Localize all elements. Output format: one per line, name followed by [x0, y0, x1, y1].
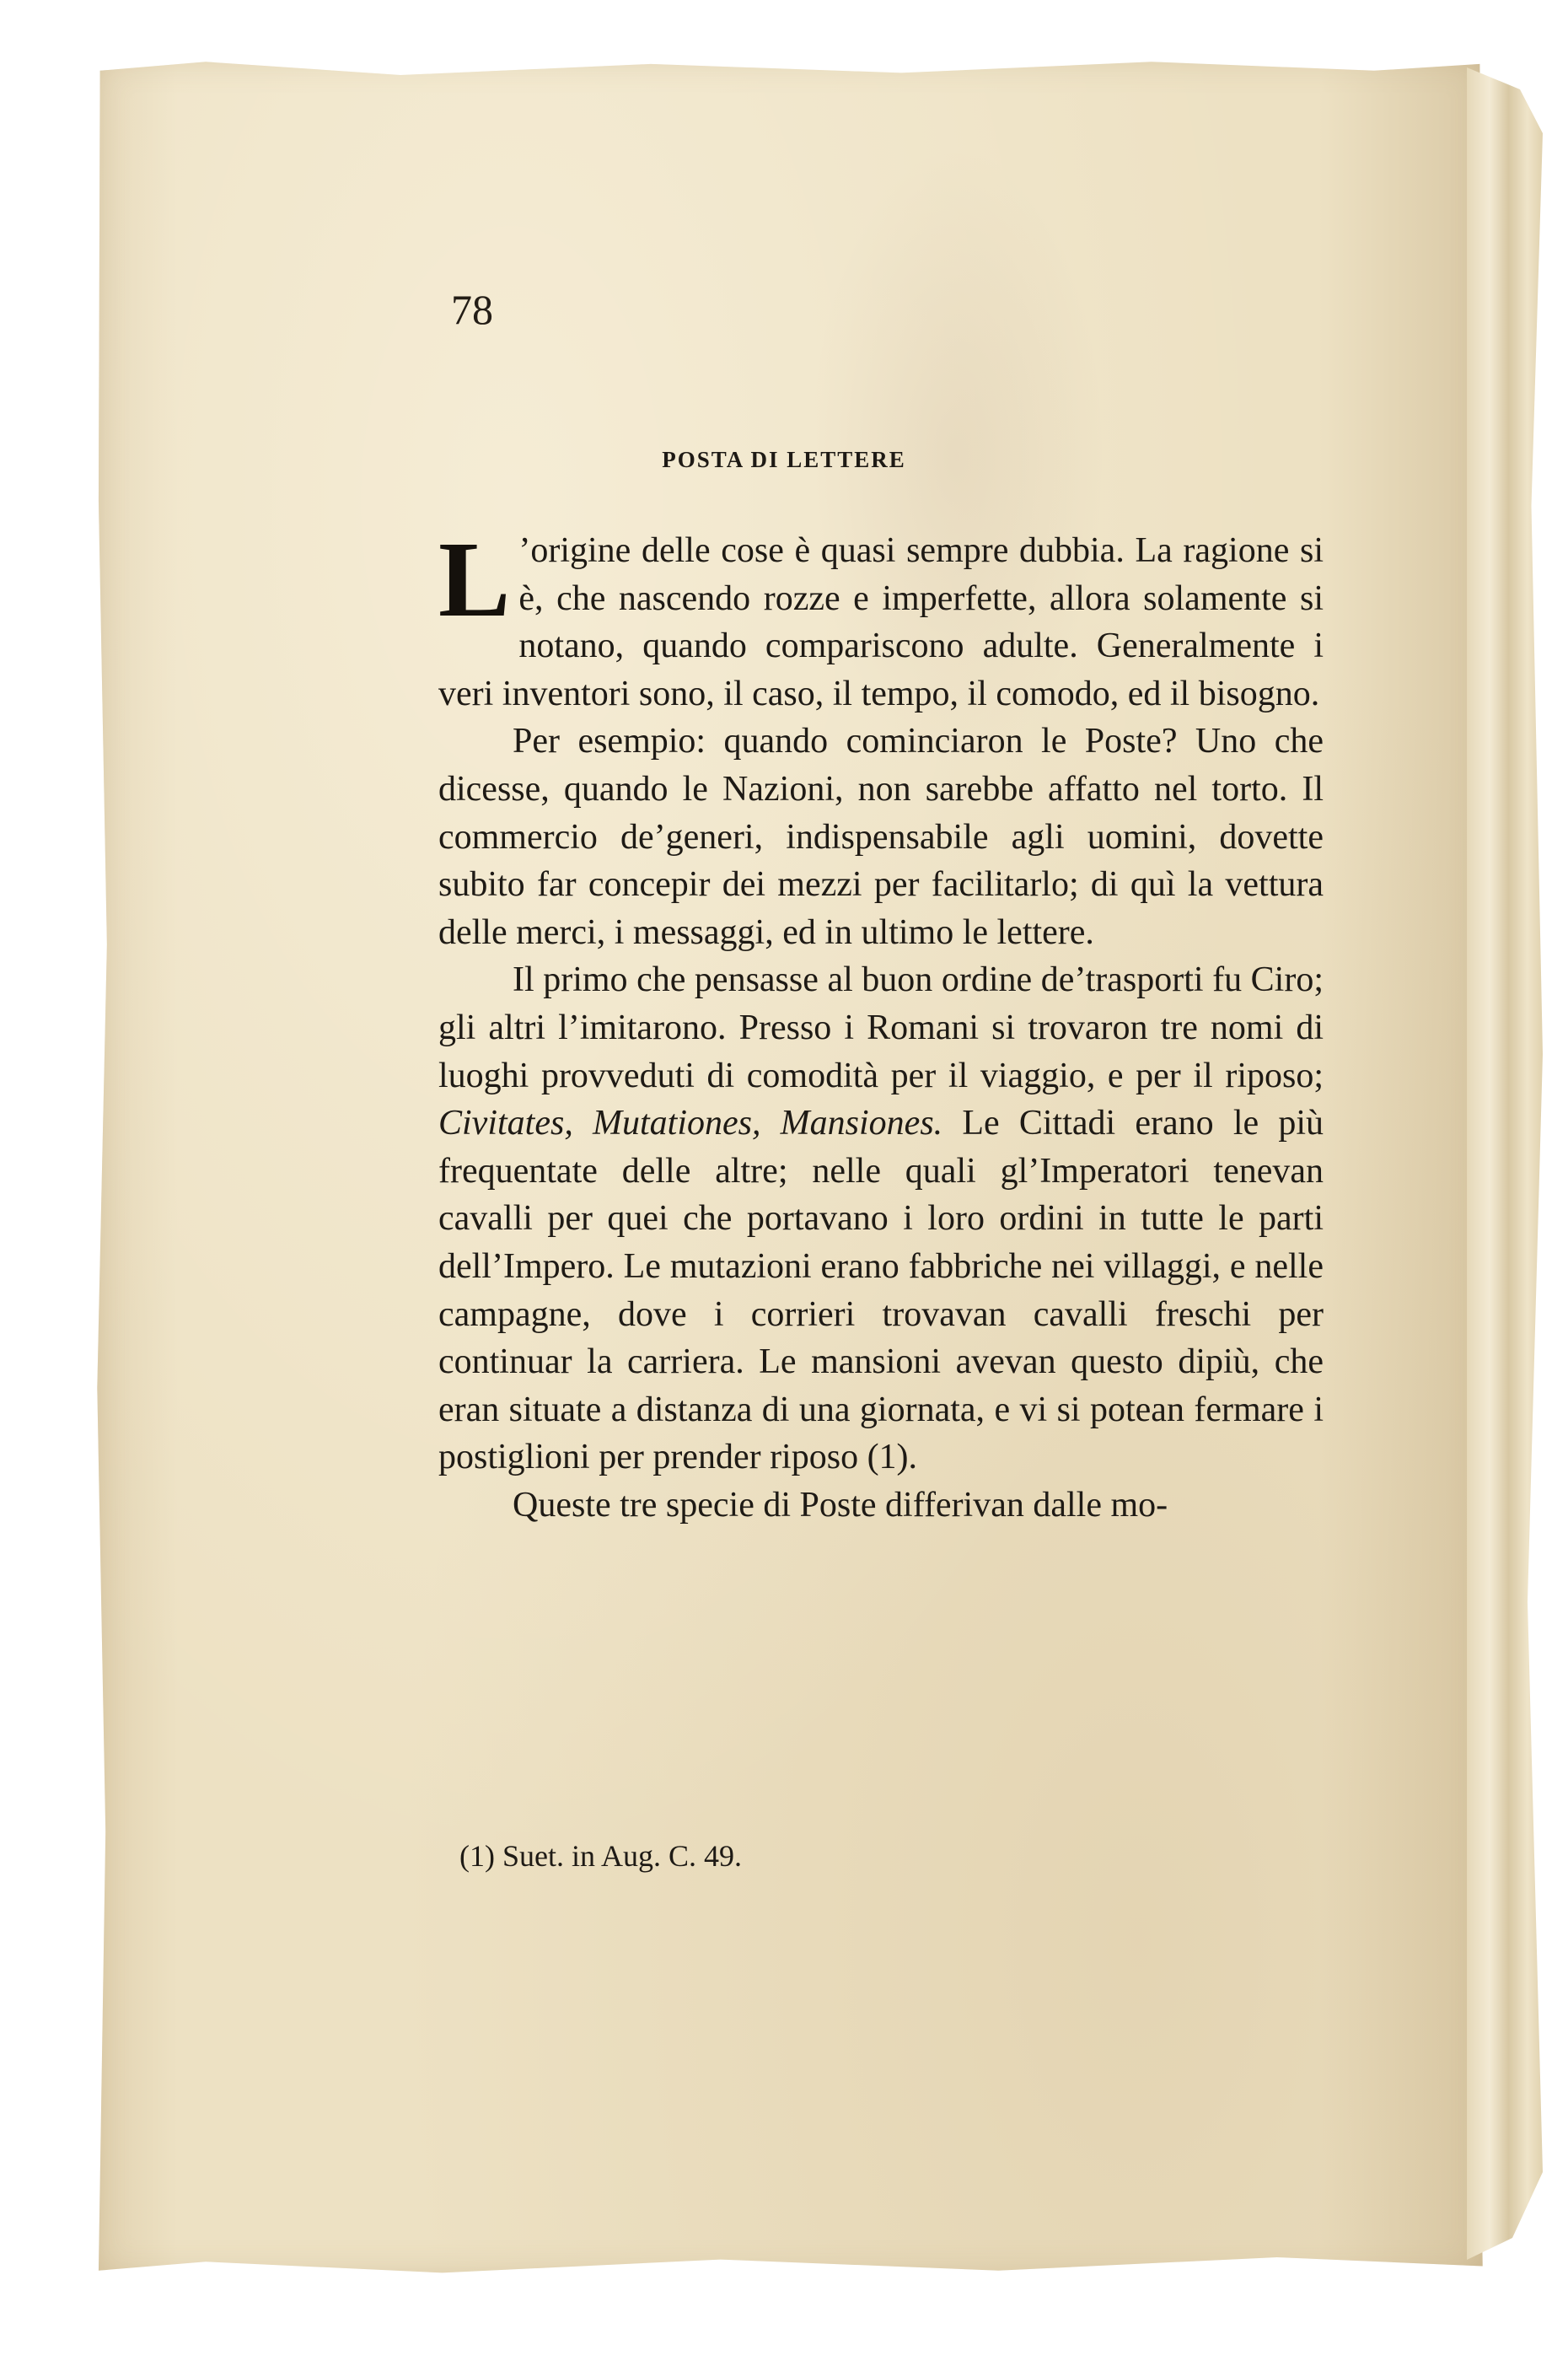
paragraph-3-continued: Le Cittadi erano le più frequentate delle altre; nelle quali gl’Imperatori tenevan cavalli per quei che portavano i loro ordini in tutte le parti dell’Impero. Le mutazioni erano fabbriche nei villaggi, e nelle campagne, dove i corrieri trovavan cavalli freschi per continuar la carriera. Le mansioni avevan questo dipiù, che eran situate a distanza di una giornata, e vi si potean fermare i postiglioni per prender riposo (1).: [438, 1104, 1324, 1477]
italic-terms: Civitates, Mutationes, Mansiones.: [438, 1104, 943, 1143]
body-text: [438, 519, 1324, 1529]
paragraph-1: [438, 519, 1324, 718]
paragraph-1-text: ’origine delle cose è quasi sempre dubbia. La ragione si è, che nascendo rozze e imperfette, allora solamente si notano, quando compariscono adulte. Generalmente i veri inventori sono, il caso, il tempo, il comodo, ed il bisogno.: [438, 531, 1324, 713]
paragraph-3: [438, 956, 1324, 1482]
paragraph-3-text: Il primo che pensasse al buon ordine de’trasporti fu Ciro; gli altri l’imitarono. Presso i Romani si trovaron tre nomi di luoghi provveduti di comodità per il viaggio, e per il riposo;: [438, 960, 1324, 1095]
paragraph-2: Per esempio: quando cominciaron le Poste? Uno che dicesse, quando le Nazioni, non sarebbe affatto nel torto. Il commercio de’generi, indispensabile agli uomini, dovette subito far concepir dei mezzi per facilitarlo; di quì la vettura delle merci, i messaggi, ed in ultimo le lettere.: [438, 722, 1324, 952]
page-fold-edge: [1467, 67, 1543, 2260]
paragraph-4: Queste tre specie di Poste differivan dalle mo-: [513, 1485, 1168, 1525]
drop-cap: L: [438, 519, 511, 639]
chapter-title: POSTA DI LETTERE: [662, 447, 906, 472]
page-number: 78: [451, 286, 493, 333]
footnote: (1) Suet. in Aug. C. 49.: [459, 1839, 743, 1873]
